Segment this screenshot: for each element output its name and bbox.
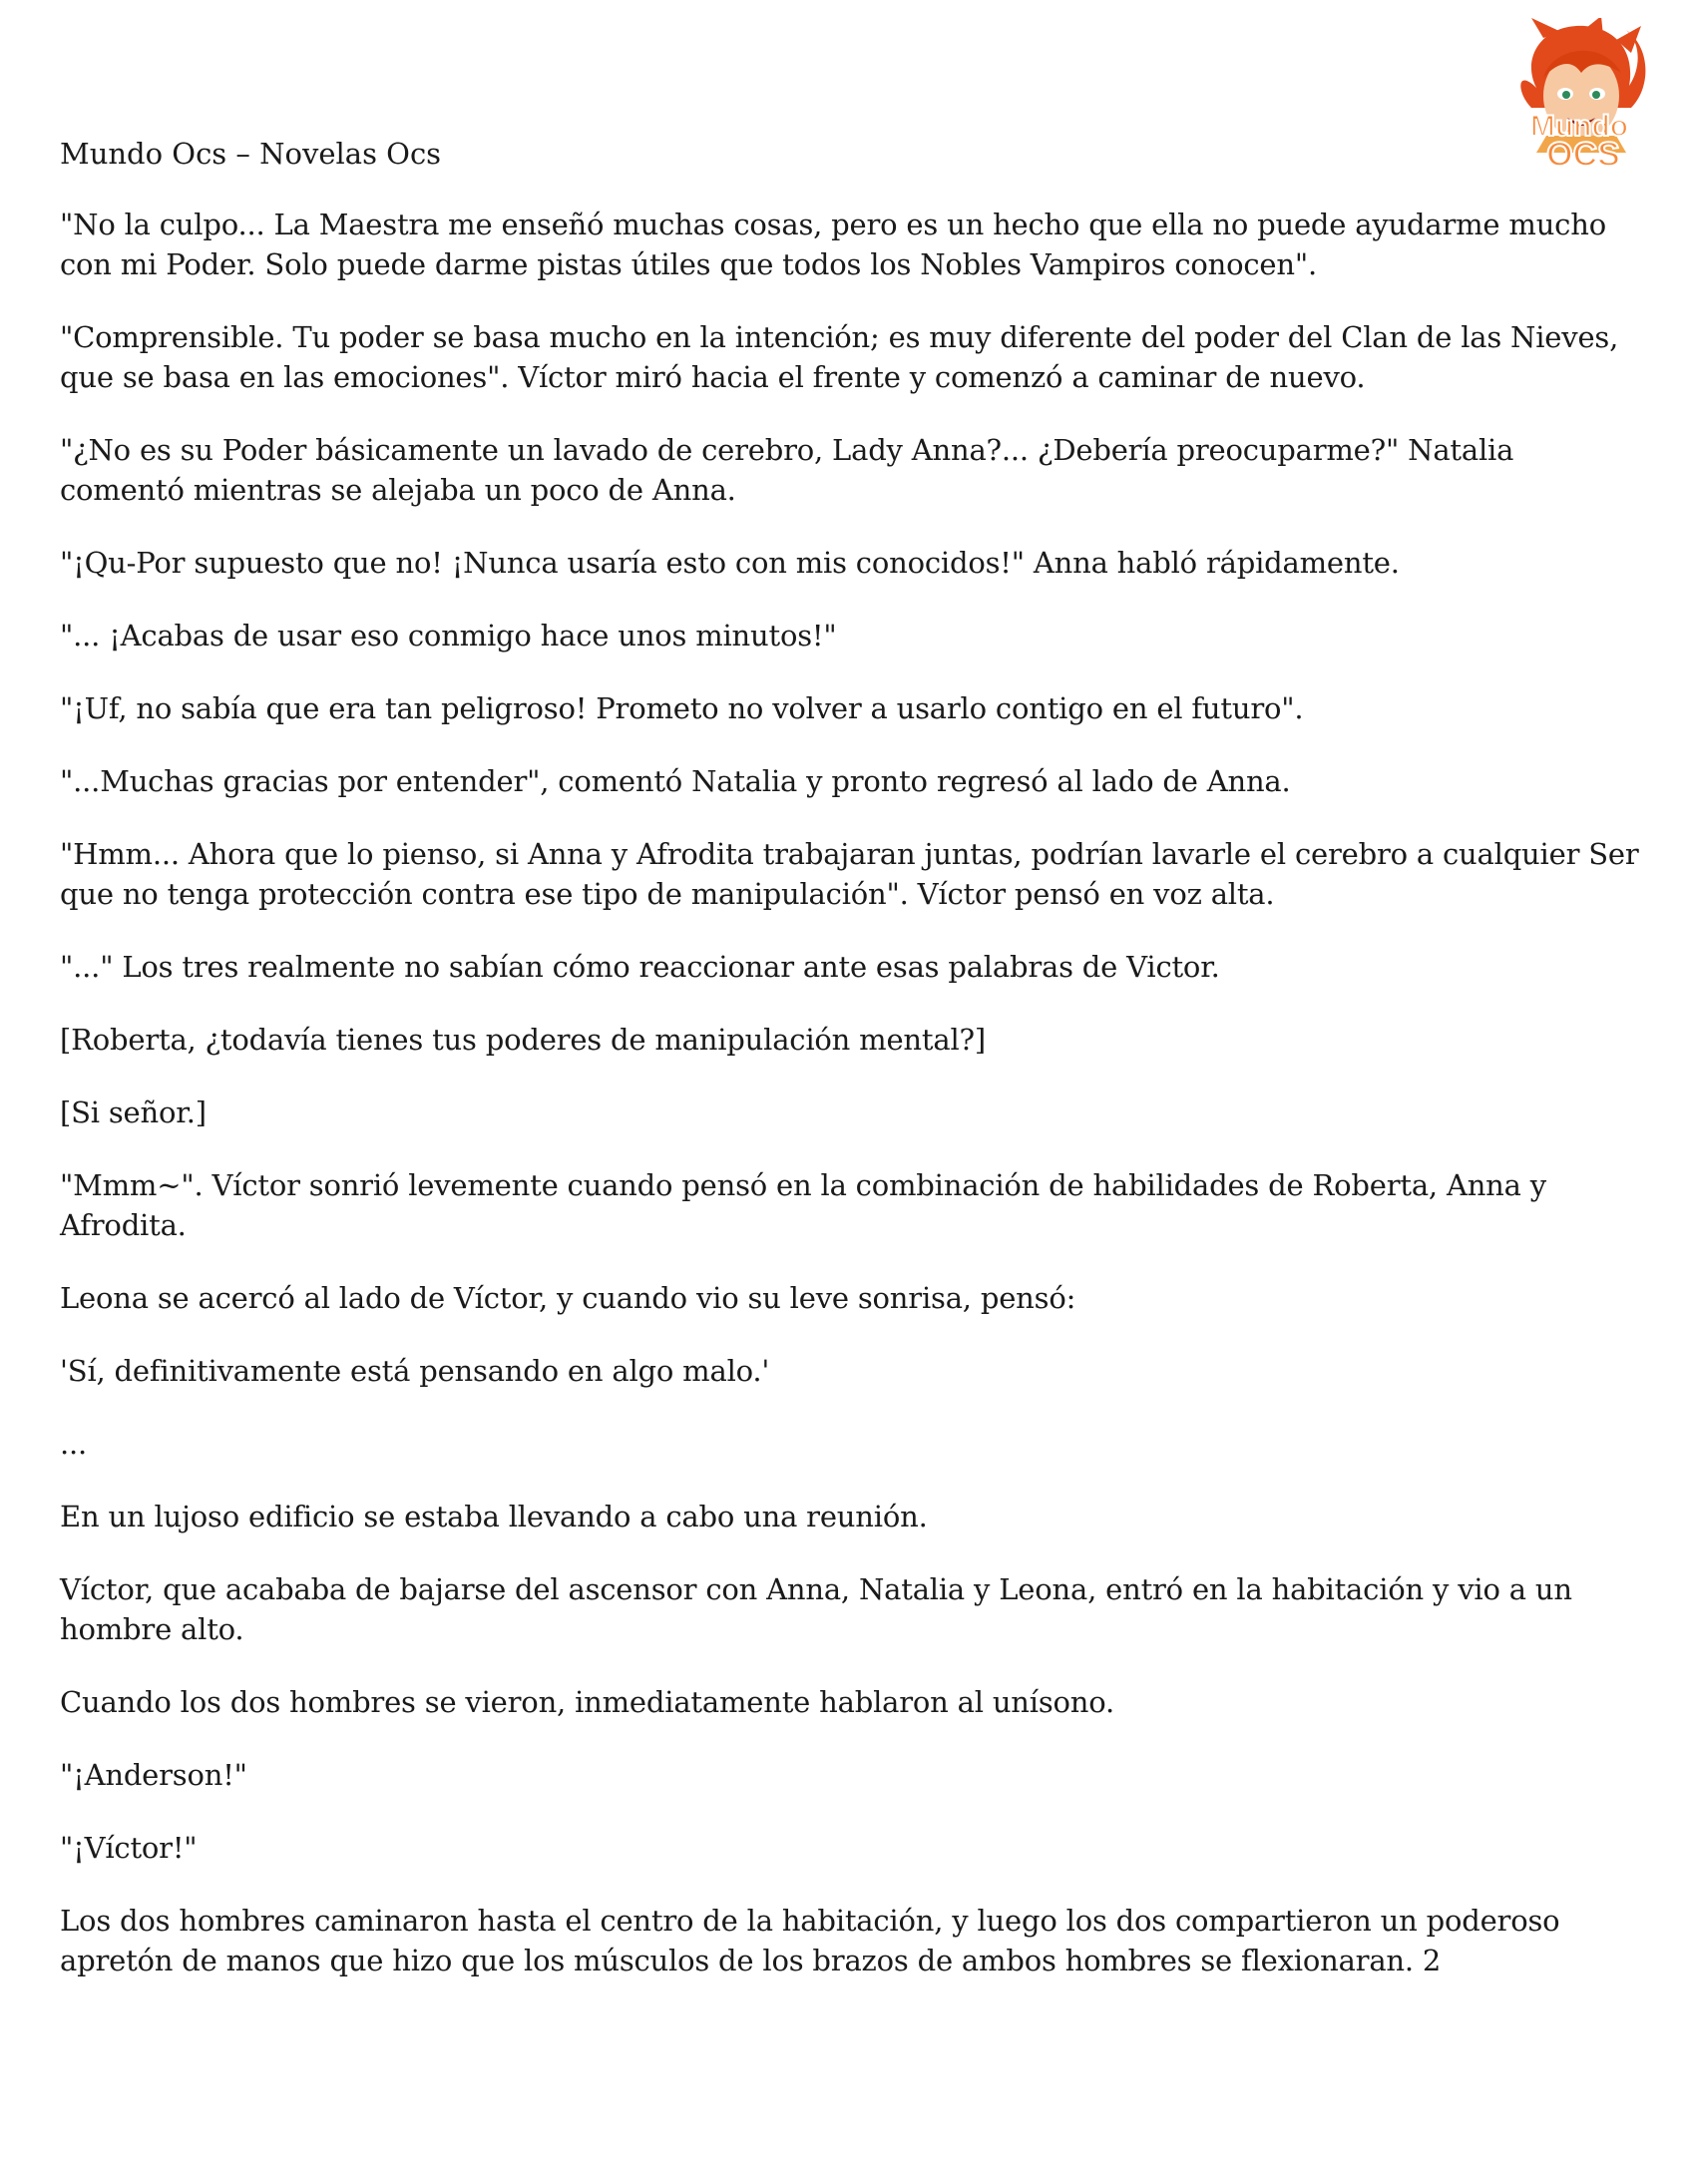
paragraph: Cuando los dos hombres se vieron, inmediatamente hablaron al unísono. — [60, 1685, 1115, 1719]
paragraph: Los dos hombres caminaron hasta el centro de la habitación, y luego los dos compartieron un poderoso apretón de manos que hizo que los músculos de los brazos de ambos hombres se flexionaran. 2 — [60, 1904, 1560, 1977]
document-body — [60, 205, 1646, 2013]
paragraph: "... ¡Acabas de usar eso conmigo hace unos minutos!" — [60, 619, 837, 653]
paragraph: [Si señor.] — [60, 1095, 207, 1129]
paragraph: "Hmm... Ahora que lo pienso, si Anna y Afrodita trabajaran juntas, podrían lavarle el cerebro a cualquier Ser que no tenga protección contra ese tipo de manipulación". Víctor pensó en voz alta. — [60, 837, 1639, 911]
document-header: Mundo Ocs – Novelas Ocs — [60, 137, 442, 171]
paragraph: "Mmm~". Víctor sonrió levemente cuando pensó en la combinación de habilidades de Roberta, Anna y Afrodita. — [60, 1168, 1546, 1242]
logo-text-bottom: OCS — [1546, 136, 1620, 174]
paragraph: Leona se acercó al lado de Víctor, y cuando vio su leve sonrisa, pensó: — [60, 1281, 1076, 1315]
paragraph: Víctor, que acababa de bajarse del ascensor con Anna, Natalia y Leona, entró en la habitación y vio a un hombre alto. — [60, 1572, 1572, 1646]
paragraph: "¡Uf, no sabía que era tan peligroso! Prometo no volver a usarlo contigo en el futuro". — [60, 691, 1304, 725]
paragraph: "¡Anderson!" — [60, 1758, 247, 1792]
logo-text-top: Mundo — [1529, 110, 1629, 143]
paragraph: 'Sí, definitivamente está pensando en algo malo.' — [60, 1354, 770, 1388]
paragraph: "..." Los tres realmente no sabían cómo reaccionar ante esas palabras de Victor. — [60, 950, 1220, 984]
paragraph: "¿No es su Poder básicamente un lavado de cerebro, Lady Anna?... ¿Debería preocuparme?" Natalia comentó mientras se alejaba un poco de Anna. — [60, 433, 1514, 507]
paragraph: "No la culpo... La Maestra me enseñó muchas cosas, pero es un hecho que ella no puede ayudarme mucho con mi Poder. Solo puede darme pistas útiles que todos los Nobles Vampiros conocen". — [60, 208, 1606, 281]
paragraph: "...Muchas gracias por entender", comentó Natalia y pronto regresó al lado de Anna. — [60, 764, 1291, 798]
mundo-ocs-logo — [1491, 18, 1666, 178]
paragraph: "¡Qu-Por supuesto que no! ¡Nunca usaría esto con mis conocidos!" Anna habló rápidamente. — [60, 546, 1400, 580]
paragraph: "¡Víctor!" — [60, 1831, 198, 1865]
paragraph: En un lujoso edificio se estaba llevando a cabo una reunión. — [60, 1500, 928, 1533]
paragraph: [Roberta, ¿todavía tienes tus poderes de manipulación mental?] — [60, 1023, 986, 1057]
scene-break: ... — [60, 1427, 88, 1461]
paragraph: "Comprensible. Tu poder se basa mucho en la intención; es muy diferente del poder del Clan de las Nieves, que se basa en las emociones". Víctor miró hacia el frente y comenzó a caminar de nuevo. — [60, 320, 1619, 394]
